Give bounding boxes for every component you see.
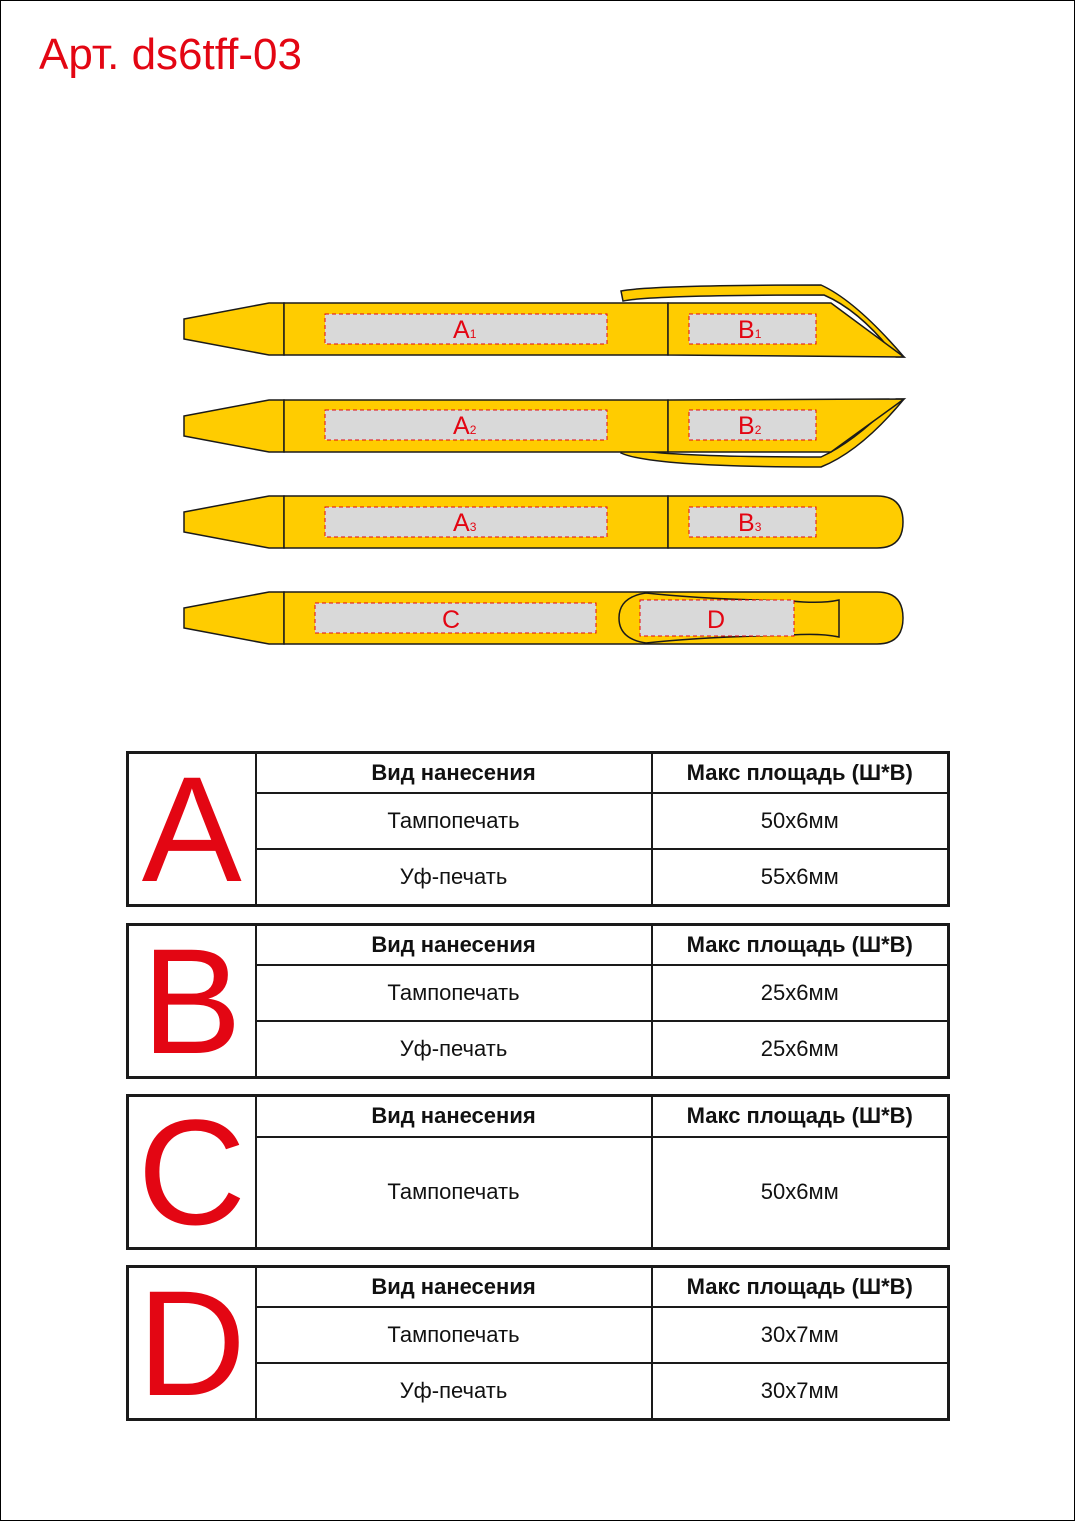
pen-2-zone-b-label: B2 (738, 412, 762, 440)
column-header-area: Макс площадь (Ш*В) (652, 753, 949, 794)
pen-diagrams (1, 1, 1075, 701)
pen-2-zone-a-label: A2 (453, 412, 477, 440)
column-header-area: Макс площадь (Ш*В) (652, 1267, 949, 1308)
method-cell: Тампопечать (256, 1137, 652, 1249)
pen-1-zone-b-label: B1 (738, 316, 762, 344)
zone-letter: D (128, 1267, 256, 1420)
area-cell: 55х6мм (652, 849, 949, 906)
area-cell: 50х6мм (652, 1137, 949, 1249)
method-cell: Уф-печать (256, 1021, 652, 1078)
pen-1-nib (184, 303, 284, 355)
article-title: Арт. ds6tff-03 (39, 30, 302, 79)
pen-1 (184, 285, 904, 357)
pen-3-nib (184, 496, 284, 548)
method-cell: Тампопечать (256, 1307, 652, 1363)
pen-3-zone-a-label: A3 (453, 509, 477, 537)
pen-3-zone-b-label: B3 (738, 509, 762, 537)
pen-4 (184, 592, 903, 644)
area-cell: 50х6мм (652, 793, 949, 849)
spec-table-a (126, 745, 950, 913)
spec-table-d (126, 1259, 950, 1427)
area-cell: 30х7мм (652, 1363, 949, 1420)
area-cell: 25х6мм (652, 965, 949, 1021)
method-cell: Тампопечать (256, 965, 652, 1021)
spec-table-c (126, 1088, 950, 1256)
pen-2 (184, 399, 904, 467)
column-header-method: Вид нанесения (256, 1096, 652, 1137)
column-header-method: Вид нанесения (256, 1267, 652, 1308)
zone-letter: B (128, 925, 256, 1078)
zone-letter: A (128, 753, 256, 906)
column-header-method: Вид нанесения (256, 753, 652, 794)
column-header-method: Вид нанесения (256, 925, 652, 966)
spec-table-b (126, 917, 950, 1085)
pen-3 (184, 496, 903, 548)
method-cell: Уф-печать (256, 849, 652, 906)
method-cell: Тампопечать (256, 793, 652, 849)
pen-1-zone-a-label: A1 (453, 316, 477, 344)
pen-4-zone-d-label: D (707, 606, 726, 634)
column-header-area: Макс площадь (Ш*В) (652, 925, 949, 966)
area-cell: 30х7мм (652, 1307, 949, 1363)
column-header-area: Макс площадь (Ш*В) (652, 1096, 949, 1137)
zone-letter: C (128, 1096, 256, 1249)
pen-4-zone-c-label: C (442, 606, 461, 634)
pen-2-nib (184, 400, 284, 452)
method-cell: Уф-печать (256, 1363, 652, 1420)
pen-4-nib (184, 592, 284, 644)
area-cell: 25х6мм (652, 1021, 949, 1078)
